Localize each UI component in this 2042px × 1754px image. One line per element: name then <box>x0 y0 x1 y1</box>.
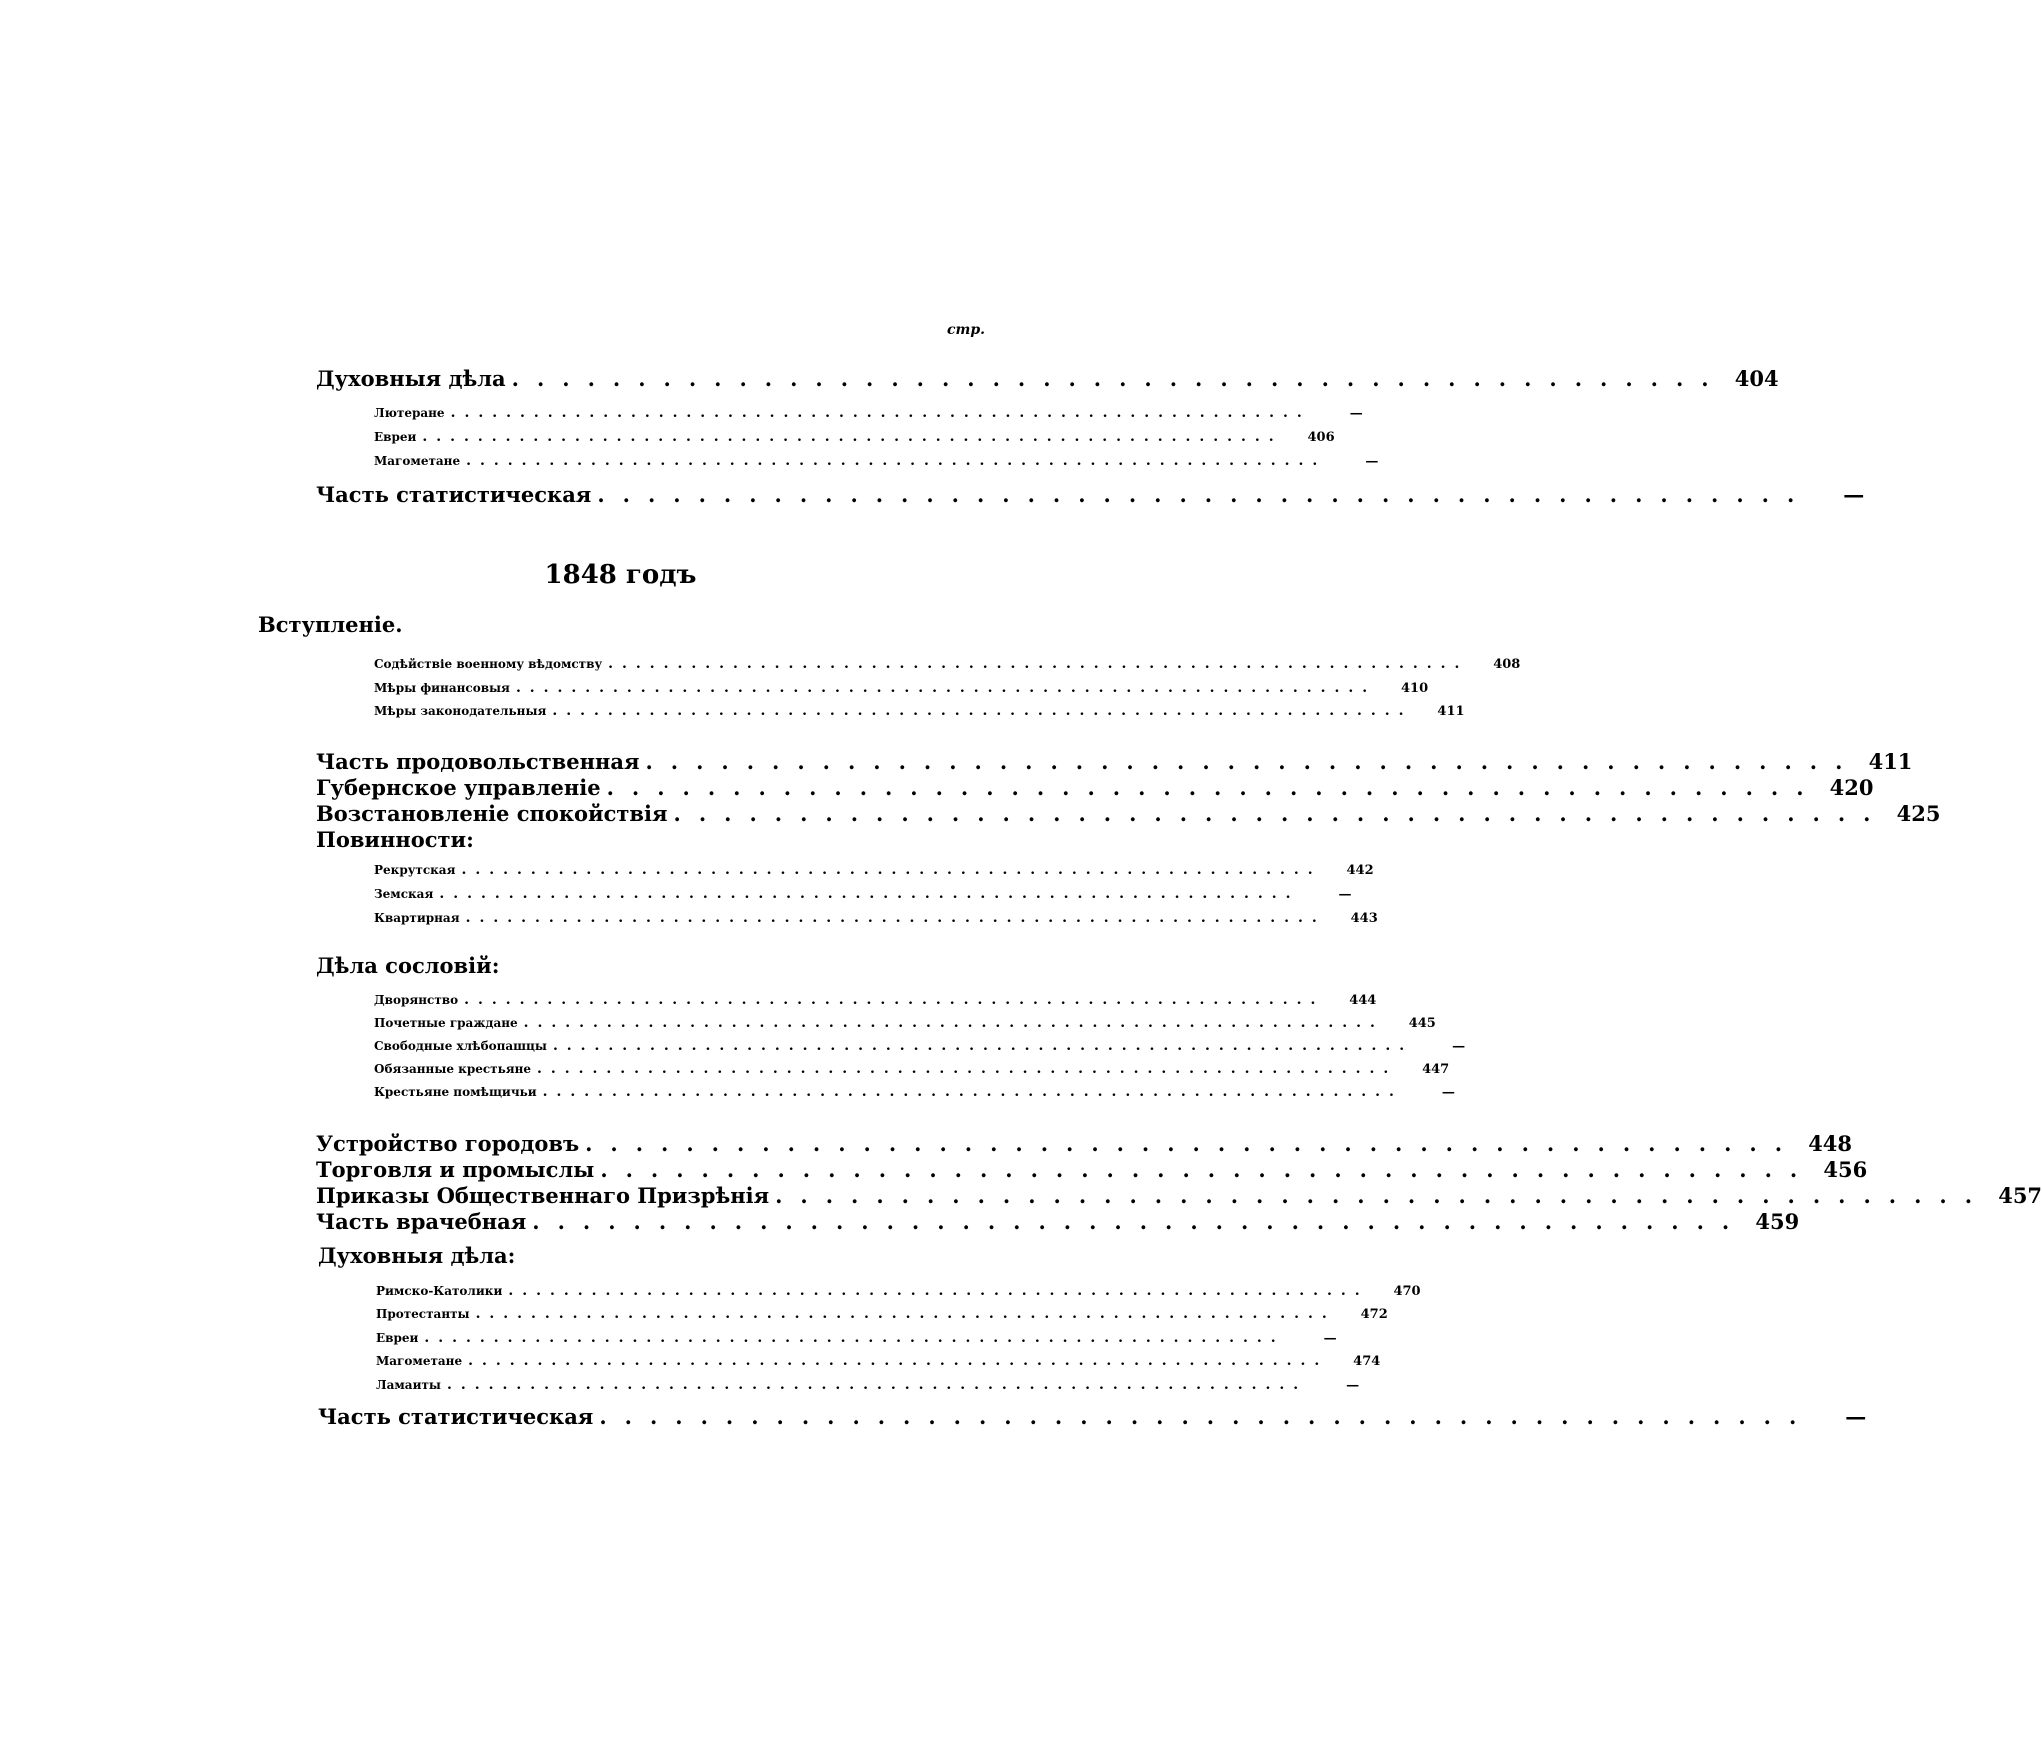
leader-dots: .............................................................. <box>464 992 1325 1008</box>
leader-dots: .............................................................. <box>446 1377 1308 1393</box>
leader-dots: ................................................ <box>775 1183 1991 1208</box>
leader-dots: .............................................................. <box>508 1283 1369 1299</box>
leader-dots: .............................................................. <box>466 453 1327 469</box>
toc-subentry[interactable]: Мѣры финансовыя .............................................................. 410 <box>374 680 1429 696</box>
toc-subentry[interactable]: Лютеране .............................................................. — <box>374 405 1363 421</box>
section-heading-povinnosti: Повинности: <box>316 827 474 852</box>
toc-subentry[interactable]: Содѣйствіе военному вѣдомству .............................................................. 408 <box>374 656 1521 672</box>
leader-dots: .............................................................. <box>608 656 1469 672</box>
leader-dots: ................................................ <box>645 749 1861 774</box>
leader-dots: .............................................................. <box>422 429 1283 445</box>
leader-dots: .............................................................. <box>542 1084 1403 1100</box>
toc-subentry[interactable]: Римско-Католики .............................................................. 470 <box>376 1283 1421 1299</box>
toc-subentry[interactable]: Ламаиты .............................................................. — <box>376 1377 1360 1393</box>
leader-dots: ................................................ <box>600 1157 1816 1182</box>
leader-dots: ................................................ <box>599 1404 1815 1429</box>
toc-subentry[interactable]: Дворянство .............................................................. 444 <box>374 992 1377 1008</box>
leader-dots: .............................................................. <box>537 1061 1398 1077</box>
toc-entry-statistic[interactable]: Часть статистическая ................................................ — <box>316 482 1865 507</box>
leader-dots: .............................................................. <box>515 680 1377 696</box>
toc-subentry[interactable]: Мѣры законодательныя .............................................................. 411 <box>374 703 1465 719</box>
leader-dots: .............................................................. <box>450 405 1311 421</box>
leader-dots: .............................................................. <box>475 1306 1336 1322</box>
toc-subentry[interactable]: Евреи .............................................................. 406 <box>374 429 1335 445</box>
toc-subentry[interactable]: Магометане .............................................................. — <box>374 453 1379 469</box>
toc-entry[interactable]: Губернское управленіе ................................................ 420 <box>316 775 1874 800</box>
toc-subentry[interactable]: Земская .............................................................. — <box>374 886 1352 902</box>
leader-dots: ................................................ <box>585 1131 1801 1156</box>
toc-entry[interactable]: Приказы Общественнаго Призрѣнія ................................................ 457 <box>316 1183 2042 1208</box>
toc-entry[interactable]: Часть врачебная ................................................ 459 <box>316 1209 1800 1234</box>
page-column-label: стр. <box>946 322 985 338</box>
toc-subentry[interactable]: Рекрутская .............................................................. 442 <box>374 862 1374 878</box>
section-heading-sosloviya: Дѣла сословій: <box>316 953 500 978</box>
year-heading: 1848 годъ <box>544 560 697 590</box>
toc-subentry[interactable]: Протестанты .............................................................. 472 <box>376 1306 1388 1322</box>
leader-dots: .............................................................. <box>523 1015 1384 1031</box>
toc-subentry[interactable]: Магометане .............................................................. 474 <box>376 1353 1381 1369</box>
leader-dots: .............................................................. <box>468 1353 1329 1369</box>
toc-subentry[interactable]: Свободные хлѣбопашцы .............................................................. — <box>374 1038 1466 1054</box>
toc-subentry[interactable]: Квартирная .............................................................. 443 <box>374 910 1378 926</box>
leader-dots: .............................................................. <box>439 886 1300 902</box>
toc-entry-statistic[interactable]: Часть статистическая ................................................ — <box>318 1404 1867 1429</box>
toc-subentry[interactable]: Евреи .............................................................. — <box>376 1330 1337 1346</box>
section-intro-heading: Вступленіе. <box>258 612 403 637</box>
leader-dots: .............................................................. <box>461 862 1322 878</box>
leader-dots: ................................................ <box>511 366 1727 391</box>
leader-dots: .............................................................. <box>424 1330 1285 1346</box>
toc-entry[interactable]: Торговля и промыслы ................................................ 456 <box>316 1157 1868 1182</box>
toc-entry[interactable]: Устройство городовъ ................................................ 448 <box>316 1131 1853 1156</box>
leader-dots: ................................................ <box>532 1209 1748 1234</box>
section-heading-dukhovnyya: Духовныя дѣла: <box>318 1243 516 1268</box>
toc-subentry[interactable]: Обязанные крестьяне .............................................................. 447 <box>374 1061 1450 1077</box>
leader-dots: .............................................................. <box>552 1038 1414 1054</box>
toc-subentry[interactable]: Почетные граждане .............................................................. 445 <box>374 1015 1436 1031</box>
toc-entry[interactable]: Часть продовольственная ................................................ 411 <box>316 749 1913 774</box>
leader-dots: .............................................................. <box>552 703 1413 719</box>
toc-subentry[interactable]: Крестьяне помѣщичьи .............................................................. — <box>374 1084 1455 1100</box>
leader-dots: ................................................ <box>673 801 1889 826</box>
leader-dots: ................................................ <box>597 482 1813 507</box>
leader-dots: .............................................................. <box>465 910 1326 926</box>
toc-entry-dukhovnyya[interactable]: Духовныя дѣла ................................................ 404 <box>316 366 1779 391</box>
leader-dots: ................................................ <box>606 775 1822 800</box>
toc-entry[interactable]: Возстановленіе спокойствія ................................................ 425 <box>316 801 1941 826</box>
